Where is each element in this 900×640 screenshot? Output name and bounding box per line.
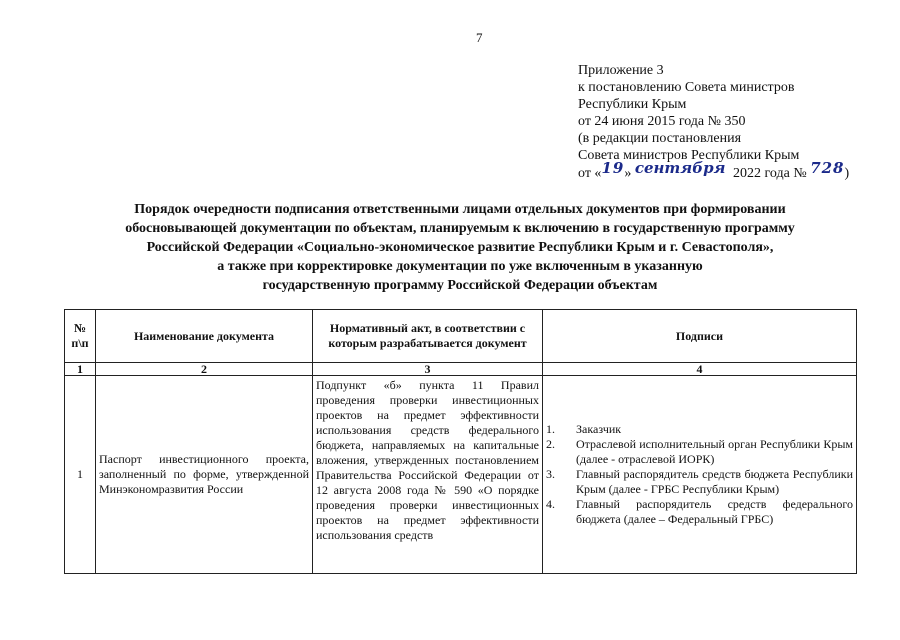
appendix-header: [578, 62, 849, 182]
appendix-line: (в редакции постановления: [578, 131, 742, 146]
title-line: Российской Федерации «Социально-экономическое развитие Республики Крым и г. Севастополя»,: [146, 240, 774, 255]
title-line: а также при корректировке документации по уже включенным в указанную: [217, 259, 703, 274]
header-no: № п\п: [65, 310, 96, 363]
document-name: Паспорт инвестиционного проекта, заполненный по форме, утвержденной Минэкономразвития России: [96, 376, 313, 574]
signature-item: [546, 422, 853, 437]
appendix-line: Республики Крым: [578, 97, 687, 112]
signature-text: Главный распорядитель средств бюджета Республики Крым (далее - ГРБС Республики Крым): [576, 467, 853, 496]
signing-order-table: [64, 309, 857, 574]
signature-number: 3.: [546, 467, 555, 481]
table-row: [65, 376, 857, 574]
signature-item: [546, 497, 853, 527]
row-number: 1: [65, 376, 96, 574]
handwritten-day: 19: [601, 159, 625, 177]
date-mid: »: [624, 166, 635, 181]
signature-item: [546, 437, 853, 467]
header-name: Наименование документа: [96, 310, 313, 363]
signature-item: [546, 467, 853, 497]
signature-number: 1.: [546, 422, 555, 436]
date-suffix: 2022 года №: [729, 166, 811, 181]
signature-text: Главный распорядитель средств федерального бюджета (далее – Федеральный ГРБС): [576, 497, 853, 526]
close-paren: ): [844, 166, 850, 181]
appendix-line: Совета министров Республики Крым: [578, 148, 800, 163]
handwritten-number: 728: [810, 159, 845, 177]
signature-number: 2.: [546, 437, 555, 451]
signature-text: Отраслевой исполнительный орган Республики Крым (далее - отраслевой ИОРК): [576, 437, 853, 466]
appendix-line: от 24 июня 2015 года № 350: [578, 114, 746, 129]
signatures-list: [543, 376, 857, 574]
column-number: 4: [543, 363, 857, 376]
page-number: 7: [476, 30, 483, 45]
normative-act: Подпункт «б» пункта 11 Правил проведения проверки инвестиционных проектов на предмет эффективности использования средств федерального бюджета, направляемых на капитальные вложения, утвержденных постановлением Правительства Российской Федерации от 12 августа 2008 года № 590 «О порядке проведения проверки инвестиционных проектов на предмет эффективности использования средств: [313, 376, 543, 574]
signature-text: Заказчик: [576, 422, 622, 436]
handwritten-month: сентября: [634, 159, 726, 177]
amendment-date-line: [578, 159, 850, 182]
appendix-line: к постановлению Совета министров: [578, 80, 795, 95]
column-number: 3: [313, 363, 543, 376]
document-title: [90, 200, 830, 295]
title-line: Порядок очередности подписания ответственными лицами отдельных документов при формировании: [134, 202, 786, 217]
column-number: 1: [65, 363, 96, 376]
signature-number: 4.: [546, 497, 555, 511]
header-act: Нормативный акт, в соответствии с которым разрабатывается документ: [313, 310, 543, 363]
appendix-line: Приложение 3: [578, 63, 664, 78]
header-signatures: Подписи: [543, 310, 857, 363]
date-prefix: от «: [578, 166, 602, 181]
title-line: государственную программу Российской Федерации объектам: [262, 278, 658, 293]
column-number: 2: [96, 363, 313, 376]
table-header-row: [65, 310, 857, 363]
title-line: обосновывающей документации по объектам, планируемым к включению в государственную программу: [125, 221, 795, 236]
column-number-row: [65, 363, 857, 376]
